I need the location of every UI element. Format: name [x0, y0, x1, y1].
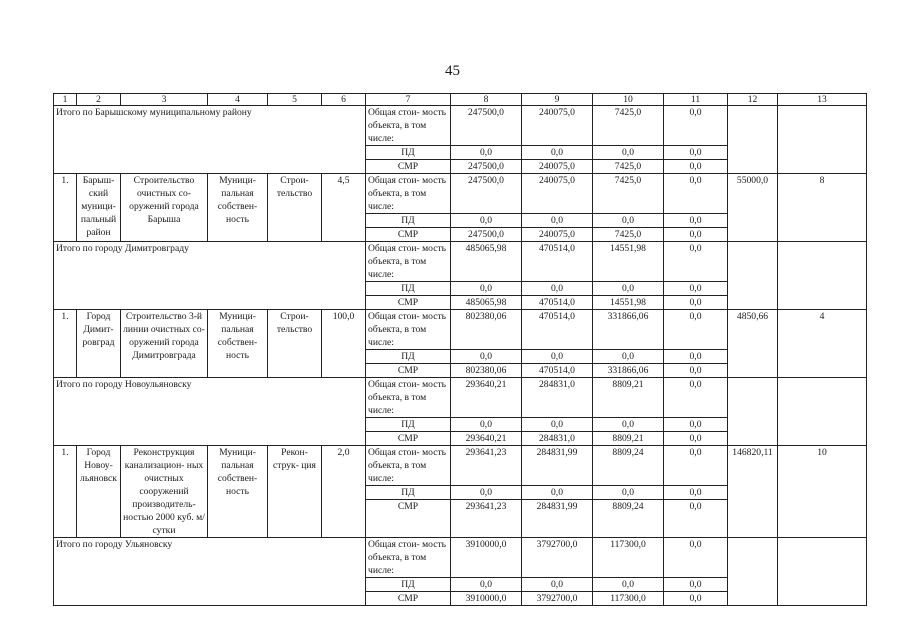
place-cell: Барыш- ский муници- пальный район [77, 174, 121, 242]
column-number-row [54, 94, 867, 106]
value-cell: 284831,99 [522, 500, 593, 538]
page-number: 45 [445, 63, 460, 79]
object-cell: Строительство очистных со- оружений города Барыша [121, 174, 208, 242]
smr-label: СМР [366, 296, 451, 310]
empty-cell [778, 538, 867, 606]
column-number: 8 [451, 94, 522, 106]
value-cell: 0,0 [522, 282, 593, 296]
row-number: 1. [54, 310, 77, 378]
column-number: 5 [268, 94, 322, 106]
col12-cell: 55000,0 [728, 174, 778, 242]
value-cell: 0,0 [664, 446, 728, 486]
value-cell: 0,0 [451, 578, 522, 592]
empty-cell [728, 538, 778, 606]
value-cell: 0,0 [593, 418, 664, 432]
investment-table [53, 93, 867, 606]
column-number: 1 [54, 94, 77, 106]
value-cell: 0,0 [664, 364, 728, 378]
value-cell: 802380,06 [451, 310, 522, 350]
total-label: Общая стои- мость объекта, в том числе: [366, 106, 451, 146]
value-cell: 8809,21 [593, 432, 664, 446]
value-cell: 470514,0 [522, 364, 593, 378]
col12-cell: 4850,66 [728, 310, 778, 378]
value-cell: 0,0 [664, 242, 728, 282]
value-cell: 247500,0 [451, 228, 522, 242]
value-cell: 7425,0 [593, 106, 664, 146]
detail-row [54, 310, 867, 350]
row-number: 1. [54, 174, 77, 242]
detail-row [54, 446, 867, 486]
value-cell: 293640,21 [451, 432, 522, 446]
ownership-cell: Муници- пальная собствен- ность [208, 174, 268, 242]
value-cell: 240075,0 [522, 228, 593, 242]
value-cell: 0,0 [664, 378, 728, 418]
empty-cell [728, 378, 778, 446]
value-cell: 293640,21 [451, 378, 522, 418]
value-cell: 284831,0 [522, 432, 593, 446]
summary-title: Итого по городу Новоульяновску [54, 378, 366, 446]
value-cell: 3910000,0 [451, 538, 522, 578]
column-number: 7 [366, 94, 451, 106]
value-cell: 0,0 [451, 350, 522, 364]
summary-row [54, 242, 867, 282]
empty-cell [728, 106, 778, 174]
value-cell: 293641,23 [451, 500, 522, 538]
value-cell: 0,0 [664, 592, 728, 606]
ownership-cell: Муници- пальная собствен- ность [208, 446, 268, 538]
value-cell: 0,0 [451, 282, 522, 296]
pd-label: ПД [366, 214, 451, 228]
value-cell: 240075,0 [522, 160, 593, 174]
pd-label: ПД [366, 282, 451, 296]
object-cell: Реконструкция канализацион- ных очистных сооружений производитель- ностью 2000 куб. м/сутки [121, 446, 208, 538]
ownership-cell: Муници- пальная собствен- ность [208, 310, 268, 378]
value-cell: 0,0 [664, 214, 728, 228]
total-label: Общая стои- мость объекта, в том числе: [366, 310, 451, 350]
col13-cell: 8 [778, 174, 867, 242]
value-cell: 331866,06 [593, 310, 664, 350]
value-cell: 802380,06 [451, 364, 522, 378]
col13-cell: 10 [778, 446, 867, 538]
pd-label: ПД [366, 418, 451, 432]
value-cell: 0,0 [664, 578, 728, 592]
empty-cell [728, 242, 778, 310]
summary-title: Итого по городу Димитровграду [54, 242, 366, 310]
column-number: 9 [522, 94, 593, 106]
value-cell: 8809,24 [593, 446, 664, 486]
place-cell: Город Новоу- льяновск [77, 446, 121, 538]
column-number: 13 [778, 94, 867, 106]
value-cell: 470514,0 [522, 310, 593, 350]
column-number: 3 [121, 94, 208, 106]
value-cell: 8809,21 [593, 378, 664, 418]
table-body [54, 94, 867, 606]
empty-cell [778, 242, 867, 310]
value-cell: 0,0 [664, 486, 728, 500]
total-label: Общая стои- мость объекта, в том числе: [366, 174, 451, 214]
value-cell: 0,0 [664, 418, 728, 432]
work-type-cell: Рекон- струк- ция [268, 446, 322, 538]
col13-cell: 4 [778, 310, 867, 378]
value-cell: 0,0 [664, 538, 728, 578]
value-cell: 3792700,0 [522, 592, 593, 606]
value-cell: 0,0 [664, 350, 728, 364]
value-cell: 240075,0 [522, 174, 593, 214]
value-cell: 0,0 [593, 486, 664, 500]
empty-cell [778, 106, 867, 174]
value-cell: 485065,98 [451, 242, 522, 282]
pd-label: ПД [366, 578, 451, 592]
pd-label: ПД [366, 146, 451, 160]
value-cell: 0,0 [664, 146, 728, 160]
capacity-cell: 2,0 [322, 446, 366, 538]
object-cell: Строительство 3-й линии очистных со- оружений города Димитровграда [121, 310, 208, 378]
value-cell: 0,0 [522, 350, 593, 364]
value-cell: 0,0 [664, 228, 728, 242]
value-cell: 284831,0 [522, 378, 593, 418]
smr-label: СМР [366, 228, 451, 242]
value-cell: 0,0 [451, 418, 522, 432]
value-cell: 470514,0 [522, 242, 593, 282]
value-cell: 0,0 [451, 486, 522, 500]
value-cell: 0,0 [664, 106, 728, 146]
capacity-cell: 4,5 [322, 174, 366, 242]
value-cell: 0,0 [593, 282, 664, 296]
capacity-cell: 100,0 [322, 310, 366, 378]
row-number: 1. [54, 446, 77, 538]
summary-title: Итого по городу Ульяновску [54, 538, 366, 606]
value-cell: 485065,98 [451, 296, 522, 310]
value-cell: 247500,0 [451, 106, 522, 146]
summary-row [54, 378, 867, 418]
value-cell: 14551,98 [593, 296, 664, 310]
smr-label: СМР [366, 364, 451, 378]
column-number: 2 [77, 94, 121, 106]
pd-label: ПД [366, 486, 451, 500]
place-cell: Город Димит- ровград [77, 310, 121, 378]
value-cell: 3792700,0 [522, 538, 593, 578]
value-cell: 470514,0 [522, 296, 593, 310]
total-label: Общая стои- мость объекта, в том числе: [366, 446, 451, 486]
total-label: Общая стои- мость объекта, в том числе: [366, 538, 451, 578]
value-cell: 247500,0 [451, 160, 522, 174]
value-cell: 0,0 [664, 310, 728, 350]
value-cell: 293641,23 [451, 446, 522, 486]
value-cell: 240075,0 [522, 106, 593, 146]
value-cell: 331866,06 [593, 364, 664, 378]
value-cell: 0,0 [522, 214, 593, 228]
total-label: Общая стои- мость объекта, в том числе: [366, 242, 451, 282]
value-cell: 7425,0 [593, 174, 664, 214]
value-cell: 0,0 [664, 296, 728, 310]
value-cell: 247500,0 [451, 174, 522, 214]
value-cell: 0,0 [522, 486, 593, 500]
col12-cell: 146820,11 [728, 446, 778, 538]
value-cell: 0,0 [593, 578, 664, 592]
value-cell: 0,0 [664, 500, 728, 538]
pd-label: ПД [366, 350, 451, 364]
value-cell: 284831,99 [522, 446, 593, 486]
summary-row [54, 106, 867, 146]
value-cell: 0,0 [664, 174, 728, 214]
column-number: 4 [208, 94, 268, 106]
value-cell: 0,0 [593, 214, 664, 228]
value-cell: 117300,0 [593, 592, 664, 606]
smr-label: СМР [366, 592, 451, 606]
column-number: 11 [664, 94, 728, 106]
work-type-cell: Строи- тельство [268, 174, 322, 242]
value-cell: 0,0 [522, 146, 593, 160]
value-cell: 3910000,0 [451, 592, 522, 606]
value-cell: 0,0 [664, 432, 728, 446]
smr-label: СМР [366, 160, 451, 174]
value-cell: 0,0 [522, 578, 593, 592]
value-cell: 14551,98 [593, 242, 664, 282]
smr-label: СМР [366, 500, 451, 538]
value-cell: 8809,24 [593, 500, 664, 538]
value-cell: 0,0 [451, 214, 522, 228]
work-type-cell: Строи- тельство [268, 310, 322, 378]
value-cell: 0,0 [451, 146, 522, 160]
value-cell: 7425,0 [593, 228, 664, 242]
column-number: 10 [593, 94, 664, 106]
value-cell: 0,0 [593, 146, 664, 160]
empty-cell [778, 378, 867, 446]
summary-title: Итого по Барышскому муниципальному району [54, 106, 366, 174]
value-cell: 117300,0 [593, 538, 664, 578]
total-label: Общая стои- мость объекта, в том числе: [366, 378, 451, 418]
value-cell: 0,0 [593, 350, 664, 364]
value-cell: 0,0 [522, 418, 593, 432]
value-cell: 7425,0 [593, 160, 664, 174]
value-cell: 0,0 [664, 282, 728, 296]
value-cell: 0,0 [664, 160, 728, 174]
smr-label: СМР [366, 432, 451, 446]
column-number: 12 [728, 94, 778, 106]
column-number: 6 [322, 94, 366, 106]
summary-row [54, 538, 867, 578]
detail-row [54, 174, 867, 214]
